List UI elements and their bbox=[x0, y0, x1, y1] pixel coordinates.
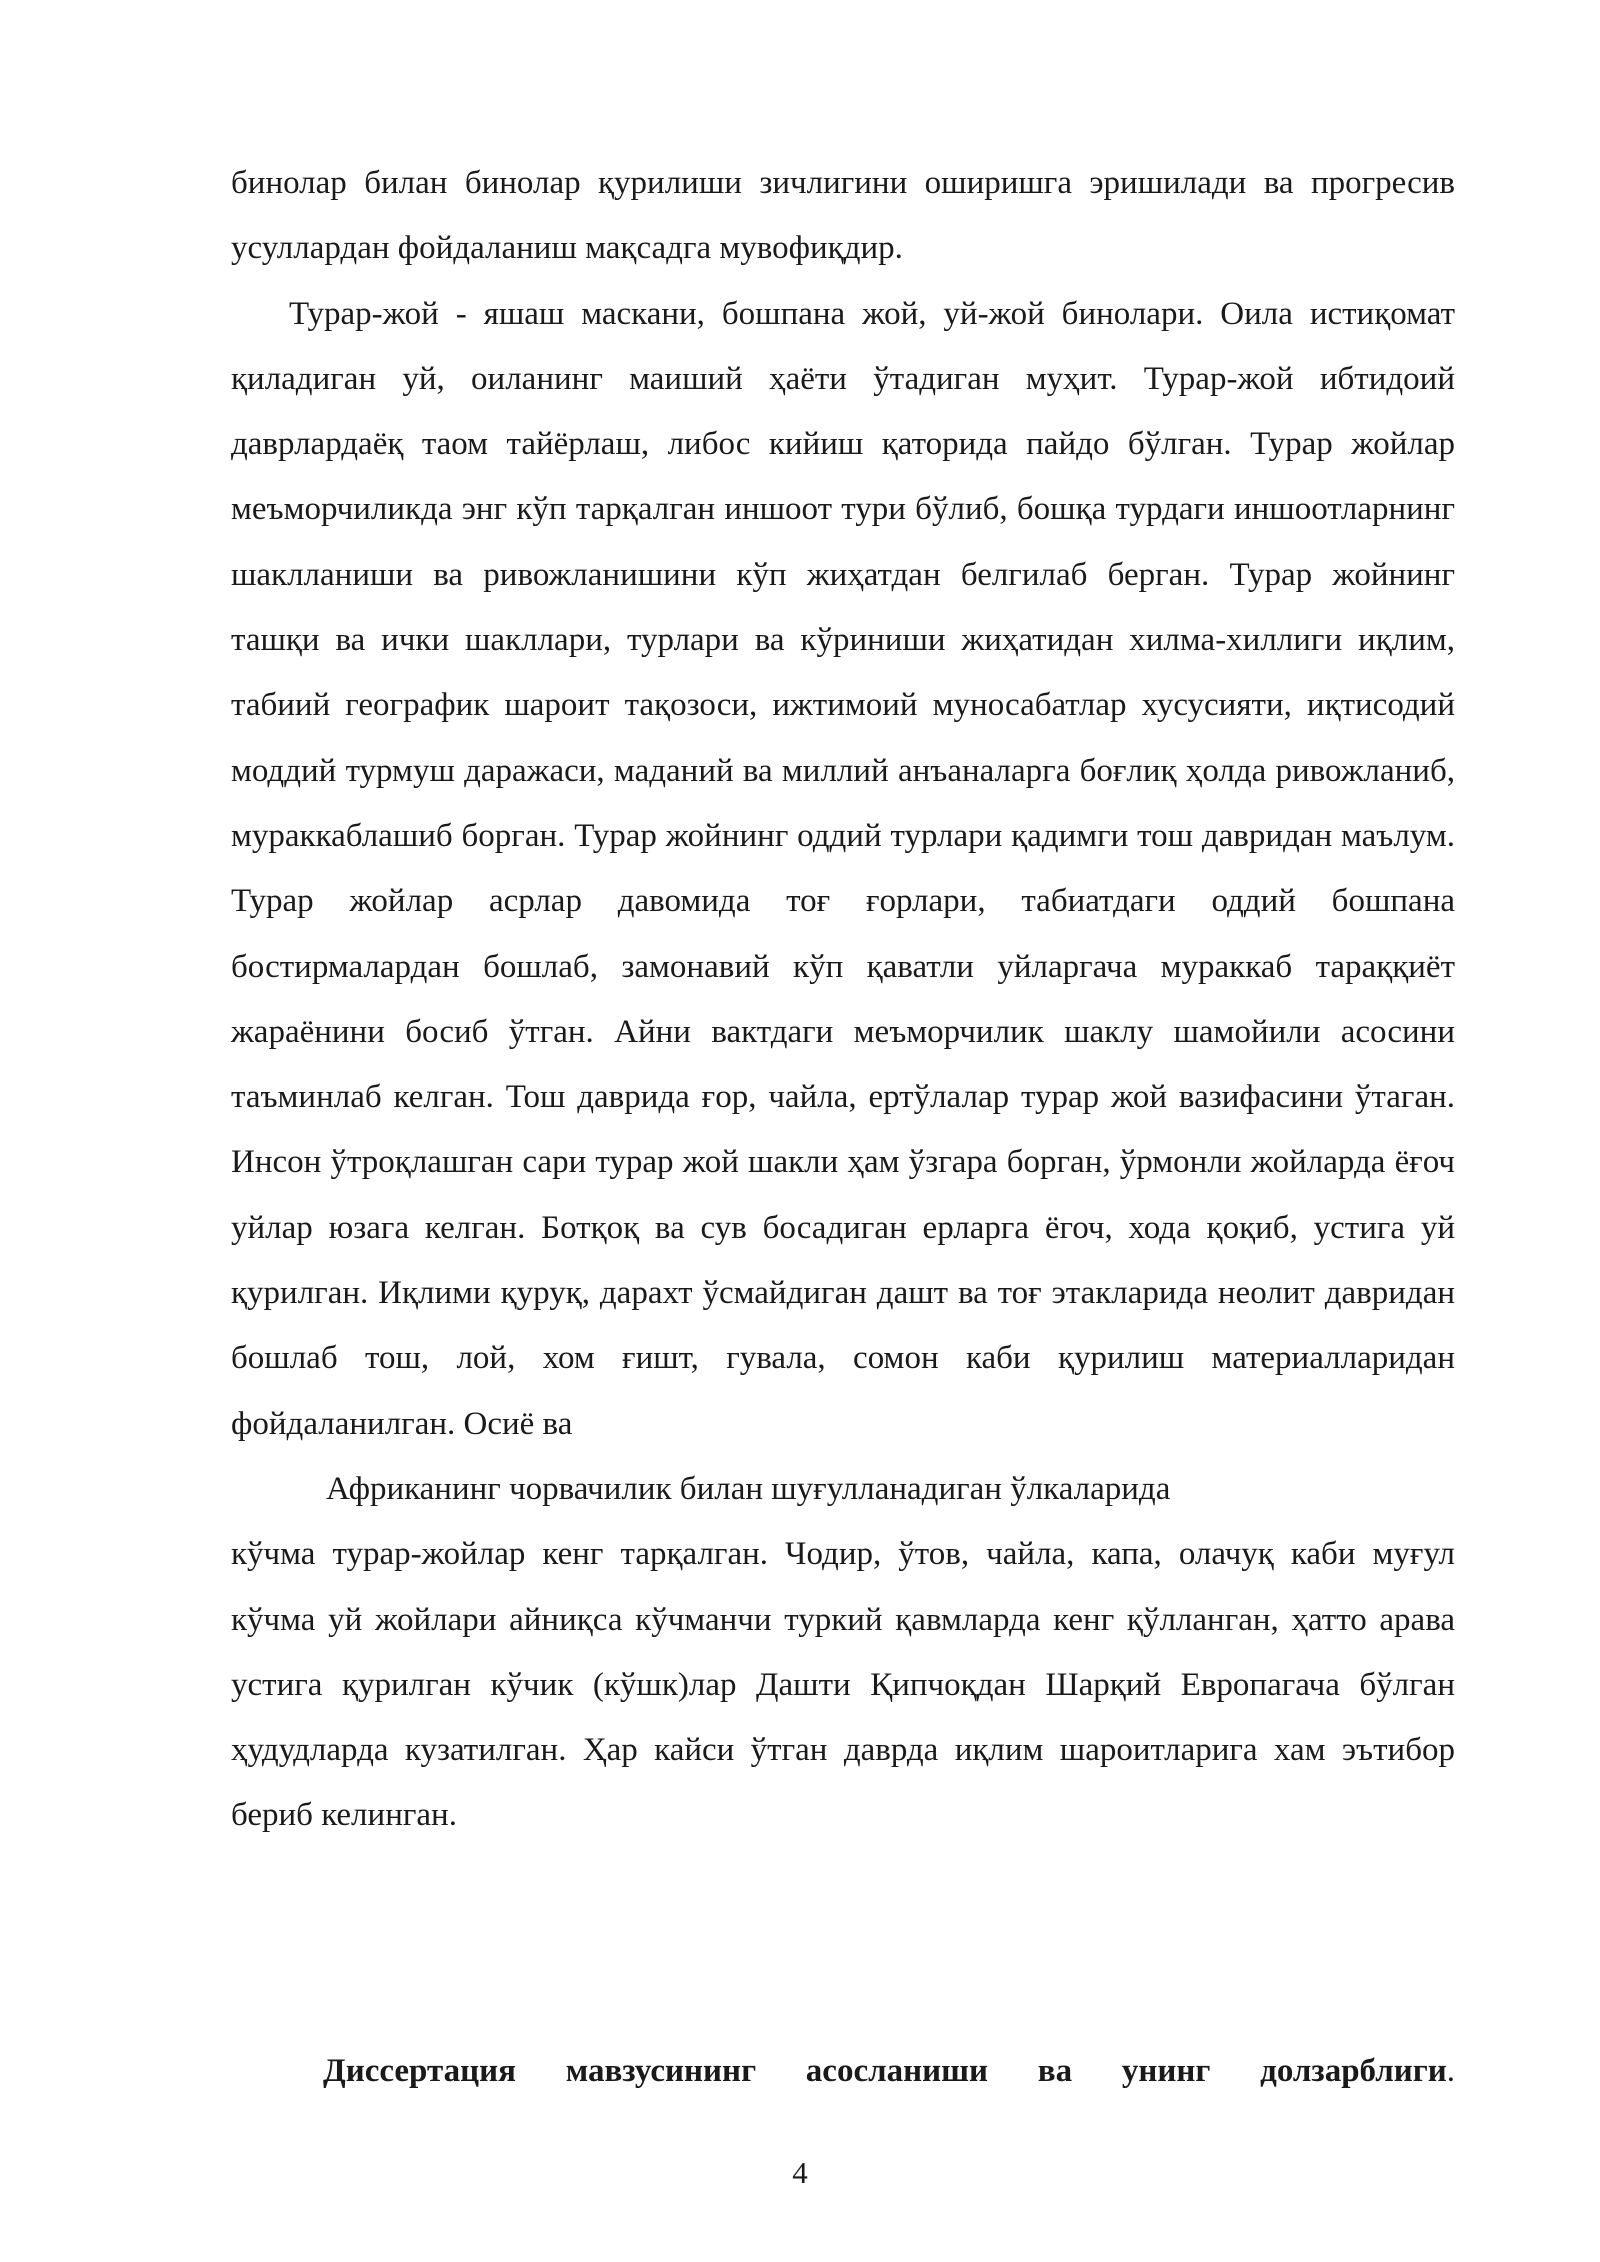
paragraph-intro: бинолар билан бинолар қурилиши зичлигини оширишга эришилади ва прогресив усуллардан фойдаланиш мақсадга мувофиқдир. bbox=[231, 165, 1455, 267]
section-heading bbox=[231, 2046, 1455, 2096]
paragraph-housing: Турар-жой - яшаш маскани, бошпана жой, уй-жой бинолари. Оила истиқомат қиладиган уй, оиланинг маиший ҳаёти ўтадиган муҳит. Турар-жой ибтидоий даврлардаёқ таом тайёрлаш, либос кийиш қаторида пайдо бўлган. Турар жойлар меъморчиликда энг кўп тарқалган иншоот тури бўлиб, бошқа турдаги иншоотларнинг шаклланиши ва ривожланишини кўп жиҳатдан белгилаб берган. Турар жойнинг ташқи ва ички шакллари, турлари ва кўриниши жиҳатидан хилма-хиллиги иқлим, табиий географик шароит тақозоси, ижтимоий муносабатлар хусусияти, иқтисодий моддий турмуш даражаси, маданий ва миллий анъаналарга боғлиқ ҳолда ривожланиб, мураккаблашиб борган. Турар жойнинг оддий турлари қадимги тош давридан маълум. Турар жойлар асрлар давомида тоғ ғорлари, табиатдаги оддий бошпана бостирмалардан бошлаб, замонавий кўп қаватли уйларгача мураккаб тараққиёт жараёнини босиб ўтган. Айни вактдаги меъморчилик шаклу шамойили асосини таъминлаб келган. Тош даврида ғор, чайла, ертўлалар турар жой вазифасини ўтаган. Инсон ўтроқлашган сари турар жой шакли ҳам ўзгара борган, ўрмонли жойларда ёғоч уйлар юзага келган. Ботқоқ ва сув босадиган ерларга ёгоч, хода қоқиб, устига уй қурилган. Иқлими қуруқ, дарахт ўсмайдиган дашт ва тоғ этакларида неолит давридан бошлаб тош, лой, хом ғишт, гувала, сомон каби қурилиш материалларидан фойдаланилган. Осиё ва bbox=[231, 295, 1455, 1442]
paragraph-africa-line: Африканинг чорвачилик билан шуғулланадиган ўлкаларида bbox=[326, 1470, 1171, 1507]
paragraph-nomadic: кўчма турар-жойлар кенг тарқалган. Чодир, ўтов, чайла, капа, олачуқ каби муғул кўчма уй жойлари айниқса кўчманчи туркий қавмларда кенг қўлланган, ҳатто арава устига қурилган кўчик (кўшк)лар Дашти Қипчоқдан Шарқий Европагача бўлган ҳудудларда кузатилган. Ҳар кайси ўтган даврда иқлим шароитларига хам эътибор бериб келинган. bbox=[231, 1536, 1455, 1834]
page-number: 4 bbox=[792, 2155, 808, 2190]
section-heading-period: . bbox=[1446, 2053, 1455, 2089]
section-heading-text: Диссертация мавзусининг асосланиши ва унинг долзарблиги bbox=[323, 2053, 1447, 2089]
body-text bbox=[231, 151, 1455, 1849]
